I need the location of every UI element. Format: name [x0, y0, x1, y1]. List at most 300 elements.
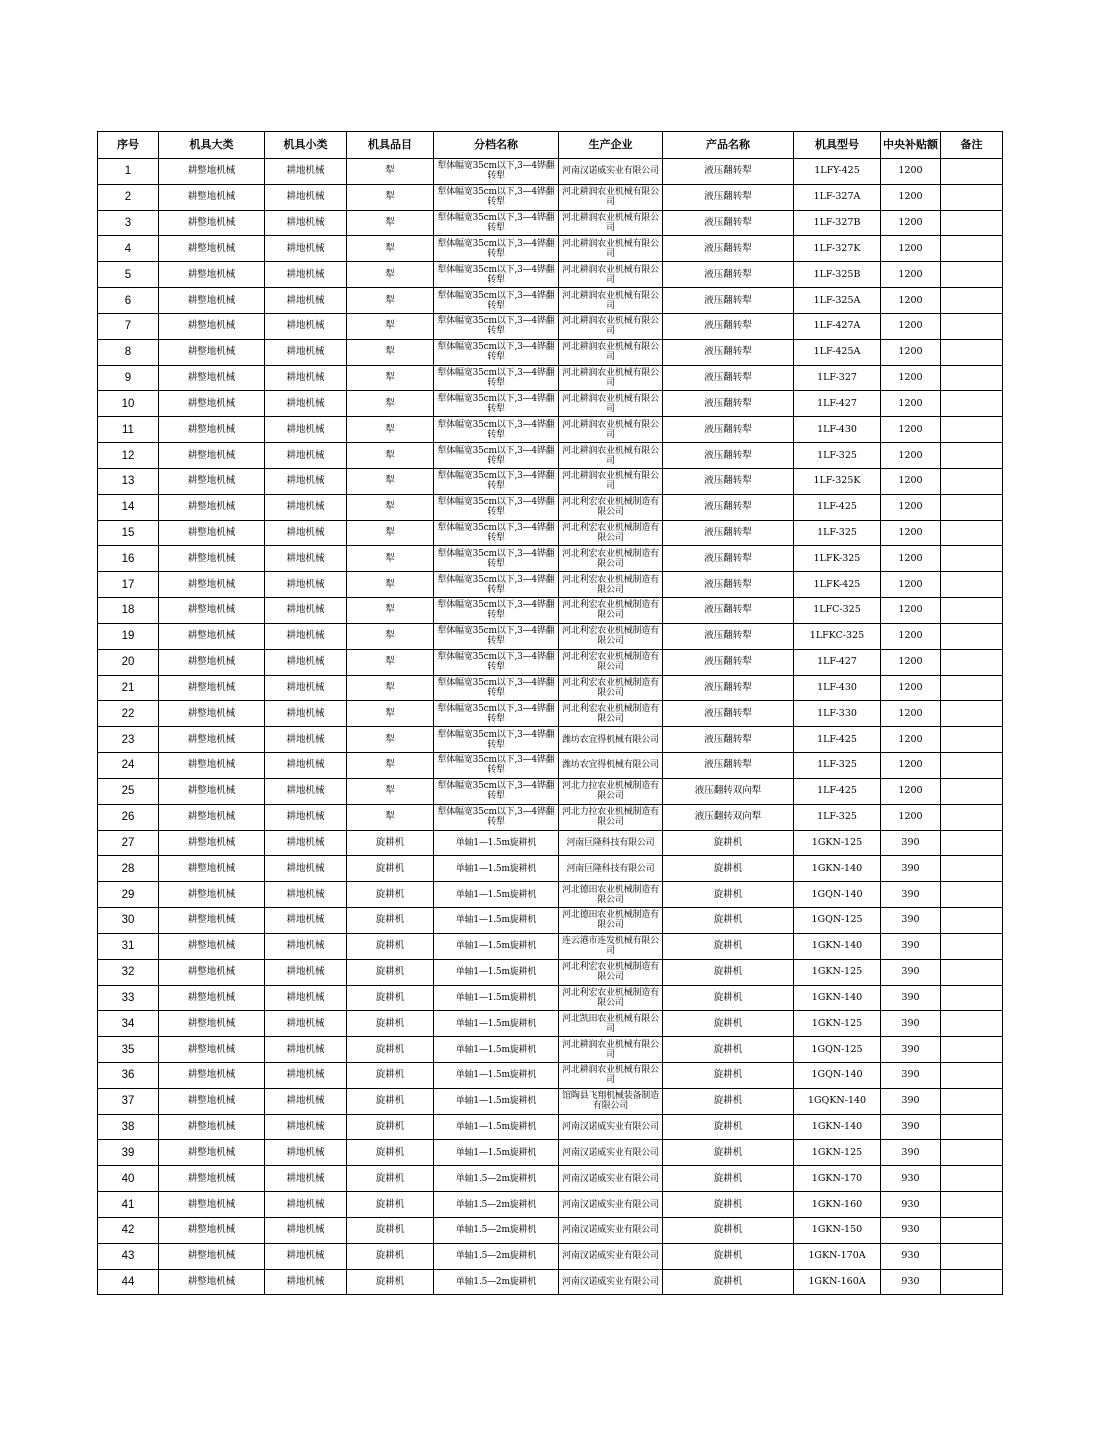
cell-product: 旋耕机	[663, 1166, 794, 1192]
cell-category: 耕整地机械	[159, 623, 265, 649]
cell-subcategory: 耕地机械	[265, 468, 347, 494]
table-row	[98, 701, 1003, 727]
cell-manufacturer: 河北耕润农业机械有限公司	[559, 313, 663, 339]
cell-seq: 38	[98, 1114, 159, 1140]
cell-model: 1GKN-140	[794, 856, 881, 882]
cell-seq: 5	[98, 262, 159, 288]
cell-product: 液压翻转犁	[663, 675, 794, 701]
cell-category: 耕整地机械	[159, 262, 265, 288]
cell-model: 1LF-330	[794, 701, 881, 727]
cell-remark	[941, 468, 1003, 494]
cell-category: 耕整地机械	[159, 1062, 265, 1088]
cell-subcategory: 耕地机械	[265, 908, 347, 934]
cell-subsidy: 390	[881, 830, 941, 856]
header-subsidy: 中央补贴额	[881, 132, 941, 159]
cell-subcategory: 耕地机械	[265, 727, 347, 753]
cell-subsidy: 1200	[881, 262, 941, 288]
cell-subsidy: 1200	[881, 184, 941, 210]
cell-item: 犁	[347, 494, 434, 520]
table-row	[98, 1192, 1003, 1218]
cell-subcategory: 耕地机械	[265, 546, 347, 572]
cell-grade: 犁体幅宽35cm以下,3—4铧翻转犁	[434, 804, 559, 830]
cell-subcategory: 耕地机械	[265, 391, 347, 417]
cell-item: 犁	[347, 236, 434, 262]
cell-item: 旋耕机	[347, 985, 434, 1011]
cell-model: 1LFK-325	[794, 546, 881, 572]
cell-model: 1LF-327K	[794, 236, 881, 262]
cell-model: 1GKN-170A	[794, 1243, 881, 1269]
cell-subsidy: 390	[881, 882, 941, 908]
cell-seq: 26	[98, 804, 159, 830]
cell-item: 犁	[347, 572, 434, 598]
cell-grade: 犁体幅宽35cm以下,3—4铧翻转犁	[434, 778, 559, 804]
cell-manufacturer: 河北利宏农业机械制造有限公司	[559, 649, 663, 675]
cell-remark	[941, 1011, 1003, 1037]
cell-category: 耕整地机械	[159, 1192, 265, 1218]
cell-manufacturer: 河北德田农业机械制造有限公司	[559, 908, 663, 934]
cell-subcategory: 耕地机械	[265, 417, 347, 443]
cell-grade: 犁体幅宽35cm以下,3—4铧翻转犁	[434, 210, 559, 236]
cell-remark	[941, 1140, 1003, 1166]
table-row	[98, 830, 1003, 856]
cell-seq: 18	[98, 598, 159, 624]
cell-manufacturer: 河北利宏农业机械制造有限公司	[559, 675, 663, 701]
table-body	[98, 159, 1003, 1295]
table-row	[98, 1088, 1003, 1114]
cell-remark	[941, 598, 1003, 624]
cell-remark	[941, 856, 1003, 882]
cell-manufacturer: 河北利宏农业机械制造有限公司	[559, 572, 663, 598]
header-category: 机具大类	[159, 132, 265, 159]
cell-grade: 犁体幅宽35cm以下,3—4铧翻转犁	[434, 623, 559, 649]
cell-manufacturer: 河南汉诺威实业有限公司	[559, 1269, 663, 1295]
cell-remark	[941, 210, 1003, 236]
cell-grade: 犁体幅宽35cm以下,3—4铧翻转犁	[434, 262, 559, 288]
table-row	[98, 1114, 1003, 1140]
cell-subcategory: 耕地机械	[265, 1243, 347, 1269]
cell-category: 耕整地机械	[159, 572, 265, 598]
cell-remark	[941, 417, 1003, 443]
cell-remark	[941, 1088, 1003, 1114]
header-seq: 序号	[98, 132, 159, 159]
cell-subcategory: 耕地机械	[265, 1037, 347, 1063]
cell-subsidy: 930	[881, 1243, 941, 1269]
cell-seq: 14	[98, 494, 159, 520]
cell-category: 耕整地机械	[159, 727, 265, 753]
header-row	[98, 132, 1003, 159]
cell-model: 1GKN-150	[794, 1217, 881, 1243]
cell-seq: 32	[98, 959, 159, 985]
cell-model: 1LF-325	[794, 753, 881, 779]
cell-subsidy: 1200	[881, 727, 941, 753]
cell-subsidy: 1200	[881, 778, 941, 804]
cell-manufacturer: 河北力拉农业机械制造有限公司	[559, 778, 663, 804]
cell-grade: 单轴1—1.5m旋耕机	[434, 856, 559, 882]
cell-item: 旋耕机	[347, 1114, 434, 1140]
cell-subcategory: 耕地机械	[265, 1011, 347, 1037]
table-row	[98, 1166, 1003, 1192]
cell-subcategory: 耕地机械	[265, 494, 347, 520]
table-row	[98, 753, 1003, 779]
cell-subcategory: 耕地机械	[265, 623, 347, 649]
table-row	[98, 1037, 1003, 1063]
cell-seq: 20	[98, 649, 159, 675]
cell-manufacturer: 河南汉诺威实业有限公司	[559, 1114, 663, 1140]
table-row	[98, 908, 1003, 934]
cell-category: 耕整地机械	[159, 753, 265, 779]
cell-remark	[941, 933, 1003, 959]
cell-subcategory: 耕地机械	[265, 365, 347, 391]
cell-model: 1GKN-125	[794, 1140, 881, 1166]
cell-subcategory: 耕地机械	[265, 236, 347, 262]
cell-model: 1GQN-140	[794, 1062, 881, 1088]
cell-grade: 犁体幅宽35cm以下,3—4铧翻转犁	[434, 391, 559, 417]
cell-subcategory: 耕地机械	[265, 856, 347, 882]
cell-remark	[941, 1062, 1003, 1088]
cell-product: 旋耕机	[663, 1114, 794, 1140]
cell-seq: 31	[98, 933, 159, 959]
table-row	[98, 417, 1003, 443]
cell-subcategory: 耕地机械	[265, 959, 347, 985]
cell-category: 耕整地机械	[159, 184, 265, 210]
cell-seq: 30	[98, 908, 159, 934]
cell-product: 液压翻转犁	[663, 572, 794, 598]
cell-subcategory: 耕地机械	[265, 184, 347, 210]
cell-item: 旋耕机	[347, 1243, 434, 1269]
cell-item: 犁	[347, 159, 434, 185]
cell-subsidy: 390	[881, 908, 941, 934]
cell-manufacturer: 河北耕润农业机械有限公司	[559, 184, 663, 210]
cell-item: 犁	[347, 468, 434, 494]
table-row	[98, 1011, 1003, 1037]
cell-item: 旋耕机	[347, 959, 434, 985]
cell-grade: 犁体幅宽35cm以下,3—4铧翻转犁	[434, 184, 559, 210]
cell-seq: 19	[98, 623, 159, 649]
cell-subcategory: 耕地机械	[265, 1088, 347, 1114]
cell-product: 旋耕机	[663, 1140, 794, 1166]
cell-subsidy: 390	[881, 1037, 941, 1063]
cell-grade: 单轴1—1.5m旋耕机	[434, 933, 559, 959]
cell-manufacturer: 河南汉诺威实业有限公司	[559, 1166, 663, 1192]
cell-model: 1GKN-125	[794, 830, 881, 856]
cell-remark	[941, 959, 1003, 985]
cell-model: 1GKN-140	[794, 1114, 881, 1140]
table-row	[98, 572, 1003, 598]
cell-subsidy: 1200	[881, 546, 941, 572]
cell-item: 犁	[347, 520, 434, 546]
cell-grade: 犁体幅宽35cm以下,3—4铧翻转犁	[434, 494, 559, 520]
cell-item: 犁	[347, 391, 434, 417]
cell-remark	[941, 236, 1003, 262]
table-row	[98, 1269, 1003, 1295]
cell-item: 旋耕机	[347, 856, 434, 882]
cell-item: 旋耕机	[347, 908, 434, 934]
cell-subcategory: 耕地机械	[265, 159, 347, 185]
cell-subsidy: 1200	[881, 753, 941, 779]
cell-category: 耕整地机械	[159, 313, 265, 339]
cell-subsidy: 1200	[881, 236, 941, 262]
cell-category: 耕整地机械	[159, 339, 265, 365]
cell-subsidy: 390	[881, 1140, 941, 1166]
cell-grade: 单轴1.5—2m旋耕机	[434, 1217, 559, 1243]
cell-product: 液压翻转犁	[663, 701, 794, 727]
cell-manufacturer: 河北耕润农业机械有限公司	[559, 417, 663, 443]
cell-seq: 42	[98, 1217, 159, 1243]
cell-subsidy: 390	[881, 856, 941, 882]
cell-category: 耕整地机械	[159, 520, 265, 546]
table-row	[98, 236, 1003, 262]
table-row	[98, 778, 1003, 804]
cell-grade: 单轴1—1.5m旋耕机	[434, 1114, 559, 1140]
cell-seq: 27	[98, 830, 159, 856]
cell-model: 1LF-425	[794, 494, 881, 520]
cell-item: 犁	[347, 753, 434, 779]
cell-subsidy: 1200	[881, 339, 941, 365]
cell-manufacturer: 河北利宏农业机械制造有限公司	[559, 623, 663, 649]
cell-seq: 21	[98, 675, 159, 701]
cell-subcategory: 耕地机械	[265, 1166, 347, 1192]
cell-category: 耕整地机械	[159, 908, 265, 934]
cell-subcategory: 耕地机械	[265, 210, 347, 236]
cell-manufacturer: 潍坊农宜得机械有限公司	[559, 753, 663, 779]
cell-subsidy: 1200	[881, 313, 941, 339]
cell-seq: 36	[98, 1062, 159, 1088]
cell-item: 旋耕机	[347, 1037, 434, 1063]
cell-model: 1GKN-140	[794, 933, 881, 959]
cell-seq: 12	[98, 443, 159, 469]
cell-grade: 单轴1—1.5m旋耕机	[434, 882, 559, 908]
cell-grade: 犁体幅宽35cm以下,3—4铧翻转犁	[434, 339, 559, 365]
cell-manufacturer: 潍坊农宜得机械有限公司	[559, 727, 663, 753]
cell-model: 1LF-427	[794, 391, 881, 417]
cell-manufacturer: 河北利宏农业机械制造有限公司	[559, 701, 663, 727]
cell-model: 1LFKC-325	[794, 623, 881, 649]
cell-product: 旋耕机	[663, 830, 794, 856]
table-row	[98, 262, 1003, 288]
cell-seq: 1	[98, 159, 159, 185]
cell-grade: 单轴1—1.5m旋耕机	[434, 1037, 559, 1063]
cell-item: 旋耕机	[347, 1011, 434, 1037]
cell-subcategory: 耕地机械	[265, 262, 347, 288]
cell-subsidy: 1200	[881, 623, 941, 649]
cell-model: 1LF-427A	[794, 313, 881, 339]
cell-grade: 犁体幅宽35cm以下,3—4铧翻转犁	[434, 417, 559, 443]
cell-item: 犁	[347, 288, 434, 314]
cell-item: 犁	[347, 184, 434, 210]
cell-seq: 39	[98, 1140, 159, 1166]
cell-manufacturer: 河北耕润农业机械有限公司	[559, 391, 663, 417]
cell-grade: 单轴1—1.5m旋耕机	[434, 959, 559, 985]
cell-remark	[941, 262, 1003, 288]
cell-category: 耕整地机械	[159, 1140, 265, 1166]
cell-manufacturer: 河北耕润农业机械有限公司	[559, 210, 663, 236]
cell-grade: 犁体幅宽35cm以下,3—4铧翻转犁	[434, 701, 559, 727]
cell-subsidy: 390	[881, 1062, 941, 1088]
cell-remark	[941, 1114, 1003, 1140]
subsidy-table	[97, 131, 1003, 1295]
cell-subcategory: 耕地机械	[265, 313, 347, 339]
cell-item: 犁	[347, 339, 434, 365]
cell-seq: 43	[98, 1243, 159, 1269]
table-row	[98, 933, 1003, 959]
cell-grade: 单轴1.5—2m旋耕机	[434, 1192, 559, 1218]
cell-subsidy: 1200	[881, 391, 941, 417]
cell-category: 耕整地机械	[159, 288, 265, 314]
cell-subcategory: 耕地机械	[265, 1140, 347, 1166]
header-product: 产品名称	[663, 132, 794, 159]
header-item: 机具品目	[347, 132, 434, 159]
cell-subcategory: 耕地机械	[265, 882, 347, 908]
cell-category: 耕整地机械	[159, 1011, 265, 1037]
cell-subsidy: 930	[881, 1217, 941, 1243]
cell-grade: 单轴1—1.5m旋耕机	[434, 1011, 559, 1037]
cell-subcategory: 耕地机械	[265, 701, 347, 727]
header-remark: 备注	[941, 132, 1003, 159]
cell-category: 耕整地机械	[159, 1114, 265, 1140]
cell-seq: 13	[98, 468, 159, 494]
cell-subcategory: 耕地机械	[265, 339, 347, 365]
cell-subsidy: 930	[881, 1192, 941, 1218]
cell-item: 旋耕机	[347, 830, 434, 856]
cell-model: 1LFK-425	[794, 572, 881, 598]
cell-seq: 28	[98, 856, 159, 882]
cell-item: 旋耕机	[347, 1192, 434, 1218]
cell-seq: 37	[98, 1088, 159, 1114]
cell-seq: 41	[98, 1192, 159, 1218]
cell-subsidy: 1200	[881, 675, 941, 701]
cell-manufacturer: 河南巨隆科技有限公司	[559, 830, 663, 856]
cell-remark	[941, 313, 1003, 339]
cell-seq: 34	[98, 1011, 159, 1037]
table-row	[98, 804, 1003, 830]
cell-model: 1LF-427	[794, 649, 881, 675]
cell-subsidy: 1200	[881, 572, 941, 598]
cell-subcategory: 耕地机械	[265, 778, 347, 804]
cell-category: 耕整地机械	[159, 1243, 265, 1269]
cell-item: 犁	[347, 443, 434, 469]
cell-category: 耕整地机械	[159, 598, 265, 624]
cell-category: 耕整地机械	[159, 391, 265, 417]
table-row	[98, 443, 1003, 469]
table-row	[98, 623, 1003, 649]
cell-remark	[941, 184, 1003, 210]
cell-remark	[941, 701, 1003, 727]
cell-category: 耕整地机械	[159, 675, 265, 701]
cell-grade: 犁体幅宽35cm以下,3—4铧翻转犁	[434, 159, 559, 185]
cell-remark	[941, 753, 1003, 779]
cell-subcategory: 耕地机械	[265, 804, 347, 830]
cell-item: 犁	[347, 546, 434, 572]
cell-seq: 15	[98, 520, 159, 546]
cell-manufacturer: 河北利宏农业机械制造有限公司	[559, 985, 663, 1011]
table-row	[98, 1217, 1003, 1243]
cell-seq: 16	[98, 546, 159, 572]
cell-item: 犁	[347, 313, 434, 339]
cell-category: 耕整地机械	[159, 830, 265, 856]
cell-remark	[941, 908, 1003, 934]
cell-seq: 7	[98, 313, 159, 339]
table-row	[98, 546, 1003, 572]
cell-subsidy: 390	[881, 1011, 941, 1037]
cell-model: 1GKN-125	[794, 959, 881, 985]
cell-product: 液压翻转犁	[663, 339, 794, 365]
cell-manufacturer: 馆陶县飞翔机械装备制造有限公司	[559, 1088, 663, 1114]
cell-remark	[941, 675, 1003, 701]
table-row	[98, 210, 1003, 236]
header-manufacturer: 生产企业	[559, 132, 663, 159]
cell-item: 犁	[347, 727, 434, 753]
cell-subsidy: 930	[881, 1166, 941, 1192]
cell-model: 1GQKN-140	[794, 1088, 881, 1114]
cell-subcategory: 耕地机械	[265, 675, 347, 701]
cell-subsidy: 1200	[881, 365, 941, 391]
cell-model: 1GKN-125	[794, 1011, 881, 1037]
cell-product: 液压翻转犁	[663, 236, 794, 262]
cell-product: 液压翻转双向犁	[663, 778, 794, 804]
cell-product: 旋耕机	[663, 1192, 794, 1218]
cell-subsidy: 1200	[881, 804, 941, 830]
cell-item: 犁	[347, 778, 434, 804]
cell-product: 旋耕机	[663, 1217, 794, 1243]
cell-subsidy: 1200	[881, 417, 941, 443]
cell-category: 耕整地机械	[159, 1269, 265, 1295]
header-grade: 分档名称	[434, 132, 559, 159]
cell-remark	[941, 288, 1003, 314]
cell-category: 耕整地机械	[159, 1217, 265, 1243]
cell-manufacturer: 河南汉诺威实业有限公司	[559, 1140, 663, 1166]
table-row	[98, 391, 1003, 417]
cell-model: 1GKN-170	[794, 1166, 881, 1192]
cell-grade: 犁体幅宽35cm以下,3—4铧翻转犁	[434, 572, 559, 598]
cell-subsidy: 1200	[881, 443, 941, 469]
cell-subsidy: 390	[881, 1088, 941, 1114]
cell-model: 1GKN-140	[794, 985, 881, 1011]
cell-subcategory: 耕地机械	[265, 933, 347, 959]
cell-manufacturer: 河北利宏农业机械制造有限公司	[559, 959, 663, 985]
cell-grade: 单轴1—1.5m旋耕机	[434, 1140, 559, 1166]
table-row	[98, 339, 1003, 365]
cell-item: 犁	[347, 701, 434, 727]
cell-manufacturer: 河南汉诺威实业有限公司	[559, 1217, 663, 1243]
table-row	[98, 856, 1003, 882]
cell-product: 旋耕机	[663, 1062, 794, 1088]
cell-product: 旋耕机	[663, 1088, 794, 1114]
cell-grade: 犁体幅宽35cm以下,3—4铧翻转犁	[434, 365, 559, 391]
cell-item: 犁	[347, 365, 434, 391]
cell-subcategory: 耕地机械	[265, 1114, 347, 1140]
cell-subsidy: 1200	[881, 701, 941, 727]
cell-product: 液压翻转犁	[663, 546, 794, 572]
cell-subsidy: 1200	[881, 494, 941, 520]
cell-model: 1LF-430	[794, 675, 881, 701]
cell-remark	[941, 159, 1003, 185]
cell-remark	[941, 391, 1003, 417]
cell-model: 1LF-325K	[794, 468, 881, 494]
cell-manufacturer: 河北利宏农业机械制造有限公司	[559, 546, 663, 572]
cell-model: 1LF-425A	[794, 339, 881, 365]
cell-grade: 犁体幅宽35cm以下,3—4铧翻转犁	[434, 546, 559, 572]
cell-seq: 17	[98, 572, 159, 598]
table-row	[98, 1243, 1003, 1269]
cell-model: 1LF-325A	[794, 288, 881, 314]
table-row	[98, 159, 1003, 185]
cell-grade: 犁体幅宽35cm以下,3—4铧翻转犁	[434, 443, 559, 469]
cell-grade: 犁体幅宽35cm以下,3—4铧翻转犁	[434, 520, 559, 546]
table-row	[98, 365, 1003, 391]
cell-category: 耕整地机械	[159, 882, 265, 908]
cell-model: 1LF-325B	[794, 262, 881, 288]
cell-seq: 25	[98, 778, 159, 804]
